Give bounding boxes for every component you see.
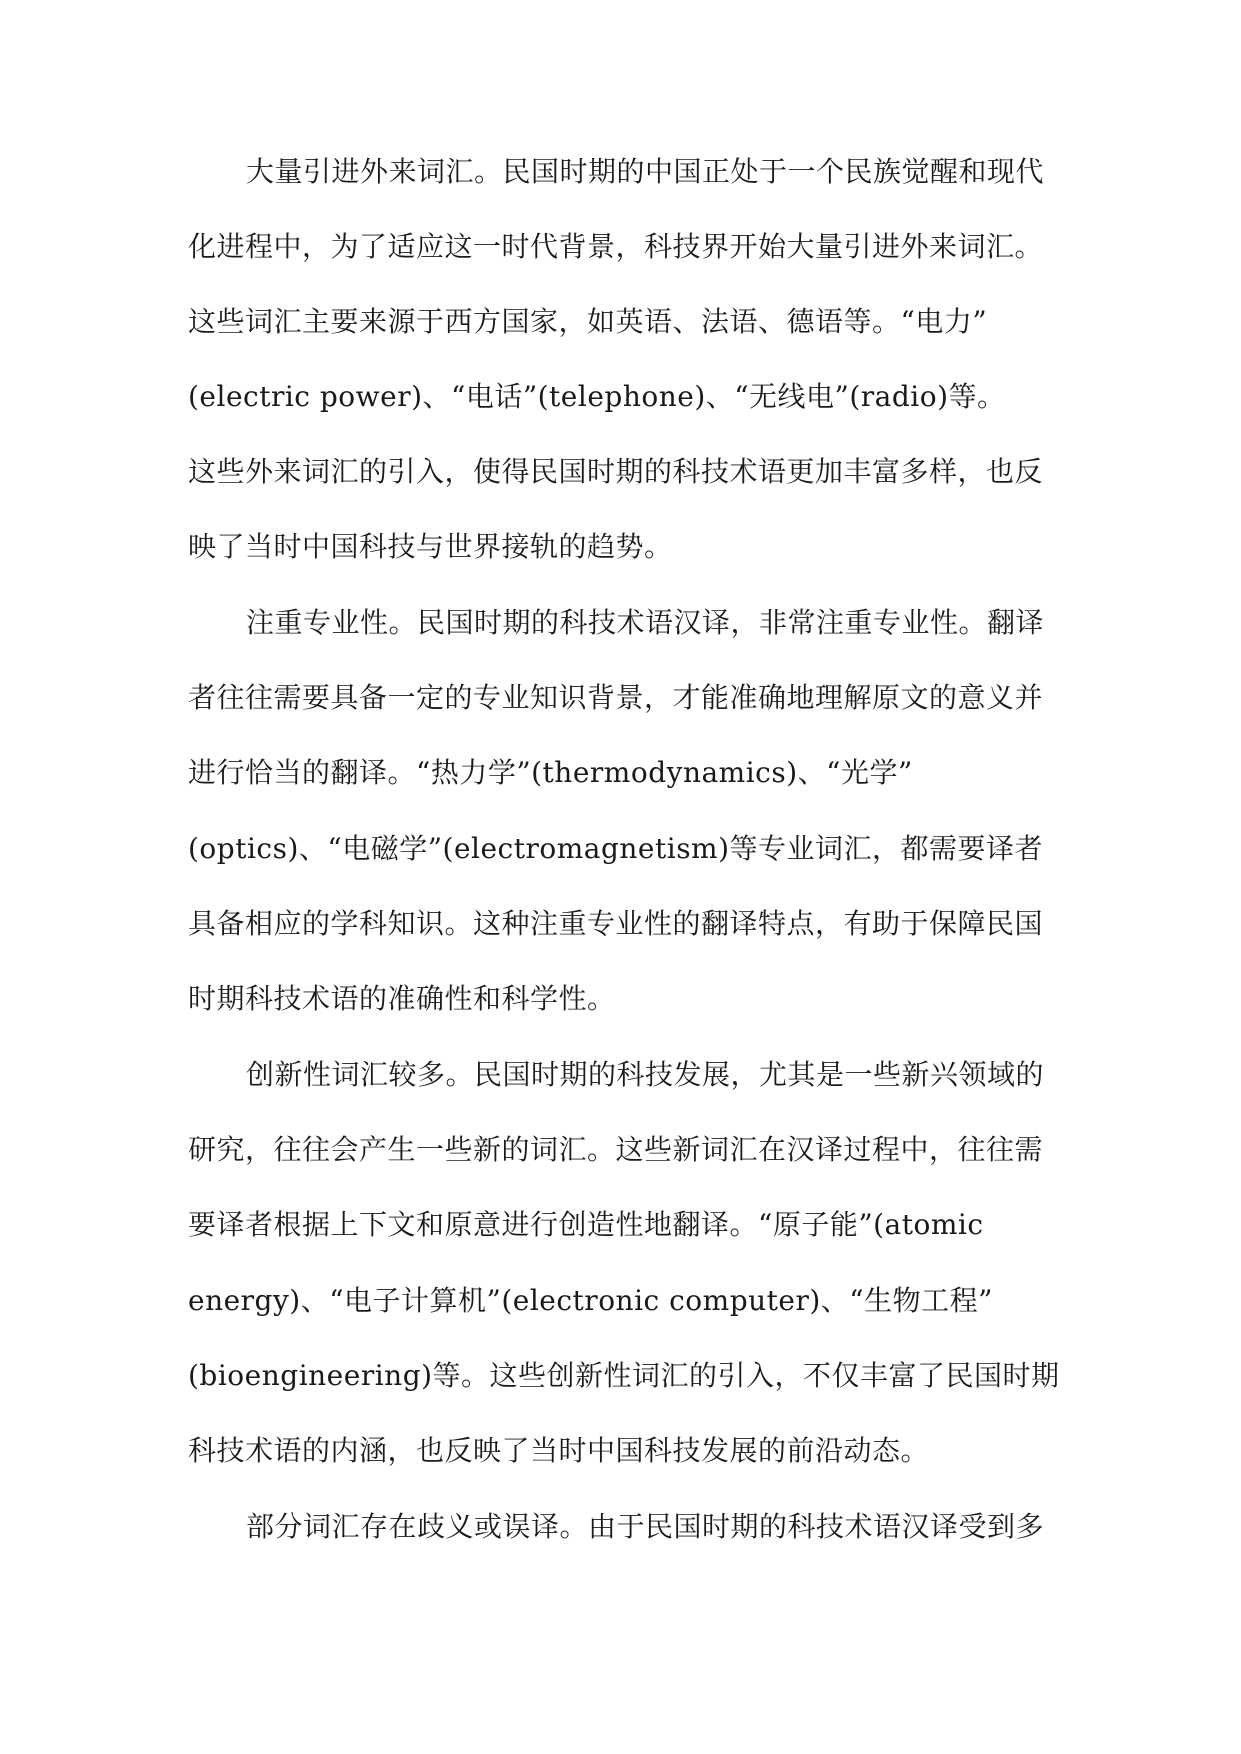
paragraph-4-line-1: 部分词汇存在歧义或误译。由于民国时期的科技术语汉译受到多 — [246, 1510, 1045, 1543]
paragraph-3-line-2: 研究，往往会产生一些新的词汇。这些新词汇在汉译过程中，往往需 — [188, 1133, 1044, 1166]
paragraph-3-line-4: energy)、“电子计算机”(electronic computer)、“生物工程” — [188, 1284, 993, 1317]
paragraph-1-line-3: 这些词汇主要来源于西方国家，如英语、法语、德语等。“电力” — [188, 305, 988, 338]
paragraph-1-line-6: 映了当时中国科技与世界接轨的趋势。 — [188, 530, 673, 563]
paragraph-2-line-5: 具备相应的学科知识。这种注重专业性的翻译特点，有助于保障民国 — [188, 907, 1044, 940]
paragraph-1-line-1: 大量引进外来词汇。民国时期的中国正处于一个民族觉醒和现代 — [246, 155, 1045, 188]
paragraph-1-line-4: (electric power)、“电话”(telephone)、“无线电”(radio)等。 — [188, 380, 1006, 413]
paragraph-2-line-4: (optics)、“电磁学”(electromagnetism)等专业词汇，都需要译者 — [188, 832, 1044, 865]
paragraph-3-line-3: 要译者根据上下文和原意进行创造性地翻译。“原子能”(atomic — [188, 1208, 984, 1241]
paragraph-3-line-1: 创新性词汇较多。民国时期的科技发展，尤其是一些新兴领域的 — [246, 1058, 1045, 1091]
paragraph-1-line-5: 这些外来词汇的引入，使得民国时期的科技术语更加丰富多样，也反 — [188, 455, 1044, 488]
paragraph-2-line-2: 者往往需要具备一定的专业知识背景，才能准确地理解原文的意义并 — [188, 681, 1044, 714]
paragraph-2-line-1: 注重专业性。民国时期的科技术语汉译，非常注重专业性。翻译 — [246, 606, 1045, 639]
paragraph-3-line-5: (bioengineering)等。这些创新性词汇的引入，不仅丰富了民国时期 — [188, 1359, 1060, 1392]
paragraph-3-line-6: 科技术语的内涵，也反映了当时中国科技发展的前沿动态。 — [188, 1434, 930, 1467]
paragraph-2-line-3: 进行恰当的翻译。“热力学”(thermodynamics)、“光学” — [188, 756, 913, 789]
paragraph-1-line-2: 化进程中，为了适应这一时代背景，科技界开始大量引进外来词汇。 — [188, 230, 1044, 263]
paragraph-2-line-6: 时期科技术语的准确性和科学性。 — [188, 982, 616, 1015]
